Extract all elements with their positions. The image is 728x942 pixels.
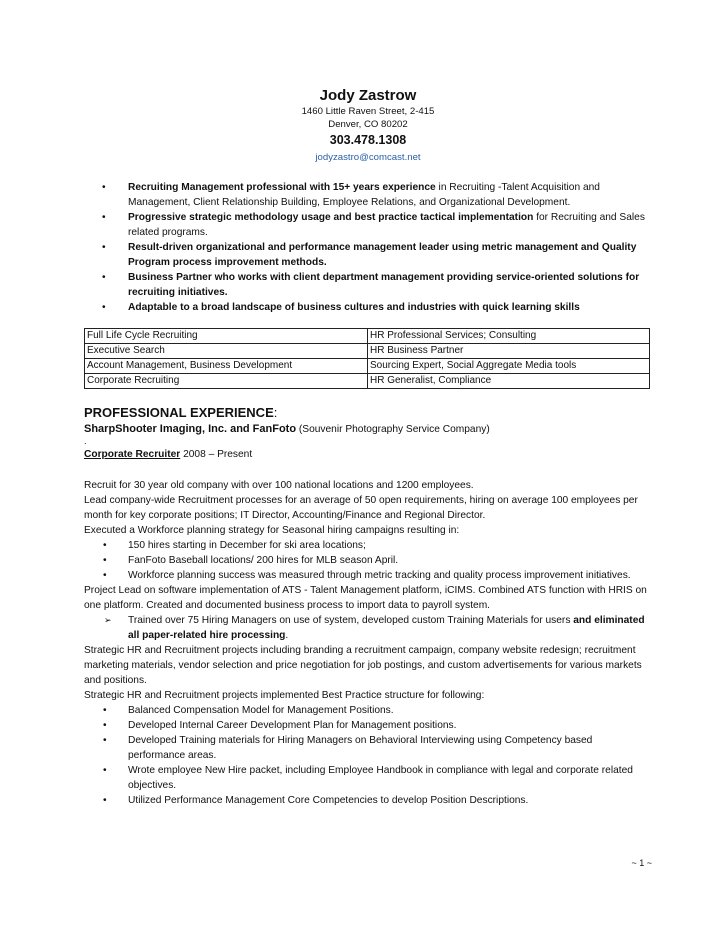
list-item: • Wrote employee New Hire packet, including Employee Handbook in compliance with legal and corporate related objectives. — [103, 765, 633, 791]
bullet-icon: • — [103, 540, 107, 551]
summary-item: • Recruiting Management professional with 15+ years experience in Recruiting -Talent Acquisition and Management, Client Relationship Building, Employee Relations, and Organizational Development. — [102, 182, 600, 208]
list-item: • Workforce planning success was measured through metric tracking and quality process improvement initiatives. — [103, 570, 631, 581]
city-address: Denver, CO 80202 — [328, 119, 408, 130]
skill-cell: Executive Search — [85, 344, 368, 359]
bullet-icon: • — [103, 735, 107, 746]
bullet-icon: • — [103, 795, 107, 806]
bullet-icon: • — [102, 182, 106, 193]
summary-list — [84, 180, 650, 315]
bullet-icon: • — [102, 242, 106, 253]
table-row — [85, 344, 650, 359]
contact-header — [240, 86, 496, 165]
summary-item: • Result-driven organizational and performance management leader using metric management and Quality Program process improvement methods. — [102, 242, 637, 268]
company-note: (Souvenir Photography Service Company) — [296, 424, 490, 435]
page-number: ~ 1 ~ — [631, 858, 652, 868]
list-item: • 150 hires starting in December for ski area locations; — [103, 540, 366, 551]
street-address: 1460 Little Raven Street, 2-415 — [301, 106, 435, 117]
paragraph: Lead company-wide Recruitment processes for an average of 50 open requirements, hiring on average 100 employees per month for key corporate positions; IT Director, Accounting/Finance and Regional Director. — [84, 495, 638, 521]
bullet-icon: • — [103, 555, 107, 566]
skills-table — [84, 328, 650, 389]
list-item: • Developed Training materials for Hiring Managers on Behavioral Interviewing using Competency based performance areas. — [103, 735, 593, 761]
list-item: • Utilized Performance Management Core Competencies to develop Position Descriptions. — [103, 795, 529, 806]
skill-cell: Corporate Recruiting — [85, 374, 368, 389]
bullet-icon: • — [103, 720, 107, 731]
skill-cell: Sourcing Expert, Social Aggregate Media tools — [368, 359, 650, 374]
skill-cell: Full Life Cycle Recruiting — [85, 329, 368, 344]
skill-cell: Account Management, Business Development — [85, 359, 368, 374]
table-row — [85, 359, 650, 374]
arrow-list — [84, 613, 650, 643]
paragraph: Executed a Workforce planning strategy for Seasonal hiring campaigns resulting in: — [84, 525, 460, 536]
bullet-icon: • — [103, 570, 107, 581]
paragraph: Recruit for 30 year old company with over 100 national locations and 1200 employees. — [84, 480, 474, 491]
paragraph: Strategic HR and Recruitment projects including branding a recruitment campaign, company website redesign; recruitment marketing materials, vendor selection and price negotiation for job postings, and custom advertisements for various markets and positions. — [84, 645, 642, 686]
bullet-icon: • — [102, 272, 106, 283]
bullet-icon: • — [103, 705, 107, 716]
candidate-name: Jody Zastrow — [319, 87, 417, 104]
bullet-list — [84, 703, 650, 808]
role-dates: 2008 – Present — [180, 449, 253, 460]
company-name: SharpShooter Imaging, Inc. and FanFoto — [84, 423, 297, 435]
separator-dot: . — [84, 436, 87, 446]
paragraph: Strategic HR and Recruitment projects implemented Best Practice structure for following: — [84, 690, 485, 701]
list-item: • Balanced Compensation Model for Management Positions. — [103, 705, 394, 716]
role-title: Corporate Recruiter — [84, 449, 181, 460]
company-line — [84, 422, 650, 437]
list-item: • FanFoto Baseball locations/ 200 hires for MLB season April. — [103, 555, 399, 566]
role-line — [84, 447, 650, 462]
list-item: ➢ Trained over 75 Hiring Managers on use of system, developed custom Training Materials for users and eliminated all paper-related hire processing. — [104, 615, 645, 641]
phone-number: 303.478.1308 — [329, 133, 407, 147]
bullet-icon: • — [102, 302, 106, 313]
table-row — [85, 374, 650, 389]
skill-cell: HR Generalist, Compliance — [368, 374, 650, 389]
list-item: • Developed Internal Career Development Plan for Management positions. — [103, 720, 457, 731]
table-row — [85, 329, 650, 344]
email-link[interactable]: jodyzastro@comcast.net — [315, 152, 421, 163]
section-heading: PROFESSIONAL EXPERIENCE: — [84, 405, 278, 420]
arrow-bullet-icon: ➢ — [104, 615, 112, 625]
skill-cell: HR Business Partner — [368, 344, 650, 359]
skill-cell: HR Professional Services; Consulting — [368, 329, 650, 344]
bullet-icon: • — [102, 212, 106, 223]
summary-item: • Business Partner who works with client department management providing service-oriented solutions for recruiting initiatives. — [102, 272, 640, 298]
summary-item: • Progressive strategic methodology usage and best practice tactical implementation for Recruiting and Sales related programs. — [102, 212, 645, 238]
resume-page — [84, 86, 650, 808]
paragraph: Project Lead on software implementation of ATS - Talent Management platform, iCIMS. Combined ATS function with HRIS on one platform. Created and documented business process to import data to payroll system. — [84, 585, 647, 611]
bullet-list — [84, 538, 650, 583]
bullet-icon: • — [103, 765, 107, 776]
summary-item: • Adaptable to a broad landscape of business cultures and industries with quick learning skills — [102, 302, 580, 313]
